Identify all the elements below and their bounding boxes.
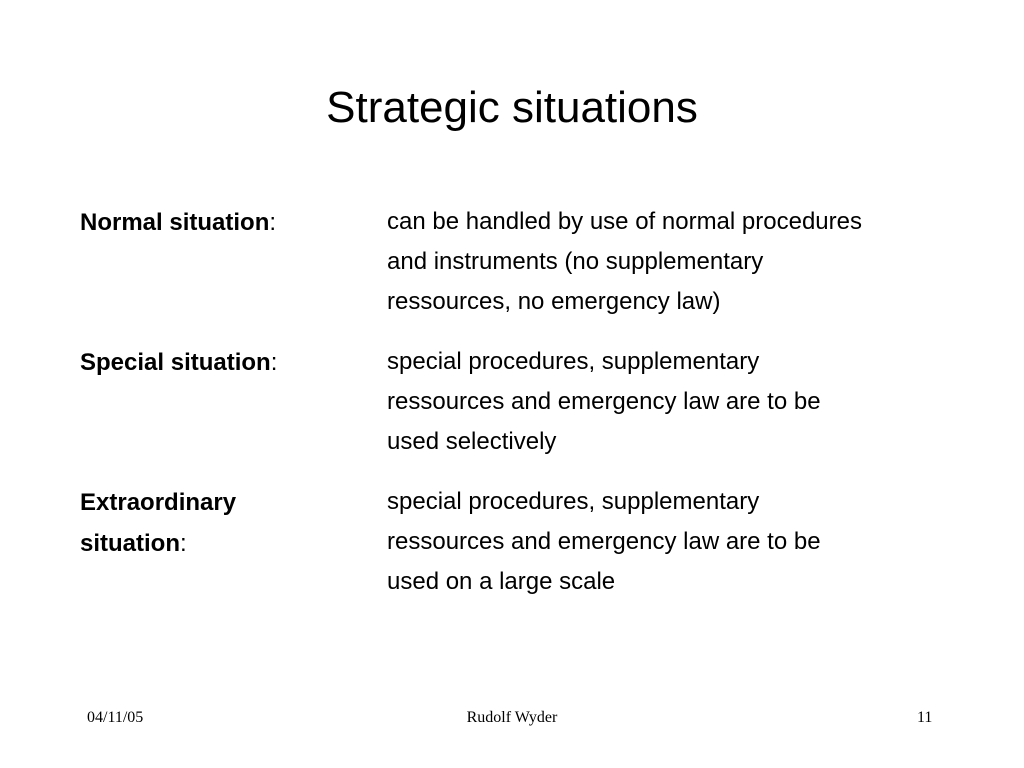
footer-author: Rudolf Wyder xyxy=(466,709,558,726)
description-line: special procedures, supplementary xyxy=(387,488,760,515)
term-name: Special situation xyxy=(80,349,271,376)
term-name-line2: situation xyxy=(80,530,180,557)
term-colon: : xyxy=(180,530,187,557)
term-description xyxy=(387,482,977,602)
term-name-line1: Extraordinary xyxy=(80,489,237,516)
footer-page-number: 11 xyxy=(917,709,933,726)
term-label xyxy=(80,202,380,243)
description-line: can be handled by use of normal procedures xyxy=(387,208,862,235)
term-label xyxy=(80,482,380,564)
description-line: ressources, no emergency law) xyxy=(387,288,721,315)
slide-title: Strategic situations xyxy=(326,83,698,132)
term-description xyxy=(387,202,977,322)
term-label xyxy=(80,342,380,383)
term-name: Normal situation xyxy=(80,209,270,236)
term-description xyxy=(387,342,977,462)
description-line: used selectively xyxy=(387,428,557,455)
footer-date: 04/11/05 xyxy=(87,709,144,726)
term-colon: : xyxy=(270,349,278,376)
description-line: special procedures, supplementary xyxy=(387,348,760,375)
description-line: used on a large scale xyxy=(387,568,616,595)
description-line: ressources and emergency law are to be xyxy=(387,528,821,555)
term-colon: : xyxy=(269,209,277,236)
description-line: ressources and emergency law are to be xyxy=(387,388,821,415)
description-line: and instruments (no supplementary xyxy=(387,248,764,275)
